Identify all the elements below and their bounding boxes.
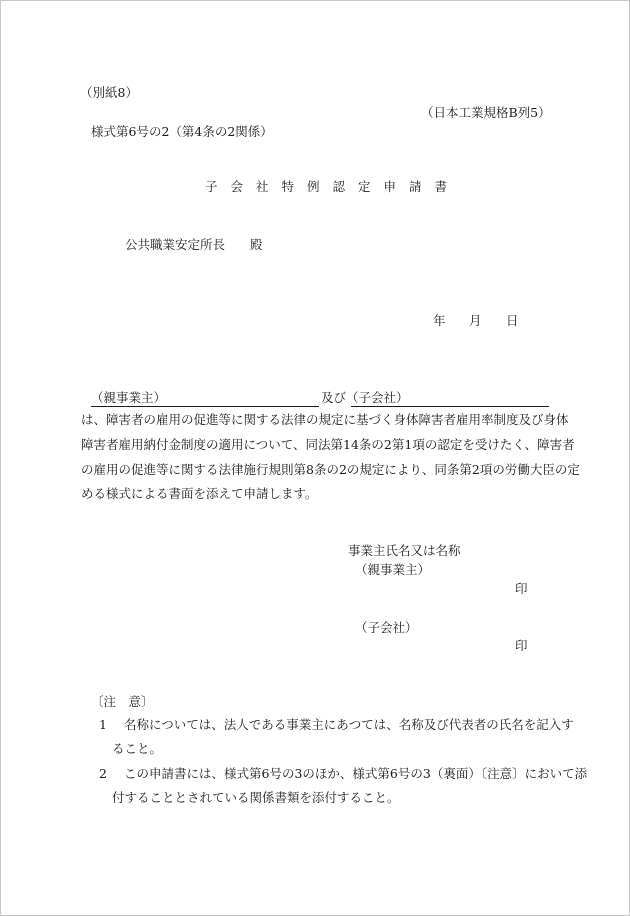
signature-parent-label: （親事業主） xyxy=(355,562,431,577)
parent-employer-label: （親事業主） xyxy=(91,390,167,405)
parent-seal-mark: 印 xyxy=(515,581,528,596)
body-text-line: める様式による書面を添えて申請します。 xyxy=(81,486,318,501)
paper-size-label: （日本工業規格B列5） xyxy=(421,105,551,120)
note-text: 付することとされている関係書類を添付すること。 xyxy=(112,790,400,805)
signature-name-label: 事業主氏名又は名称 xyxy=(348,543,461,558)
body-text-line: 障害者雇用納付金制度の適用について、同法第14条の2第1項の認定を受けたく、障害者 xyxy=(81,437,575,452)
form-number: 様式第6号の2（第4条の2関係） xyxy=(91,124,273,139)
note-text: この申請書には、様式第6号の3のほか、様式第6号の3（裏面）〔注意〕において添 xyxy=(124,766,588,781)
note-number: 1 xyxy=(99,717,107,732)
body-text-line: は、障害者の雇用の促進等に関する法律の規定に基づく身体障害者雇用率制度及び身体 xyxy=(81,412,569,427)
child-company-underline xyxy=(351,406,549,407)
signature-child-label: （子会社） xyxy=(355,620,418,635)
body-text-line: の雇用の促進等に関する法律施行規則第8条の2の規定により、同条第2項の労働大臣の定 xyxy=(81,462,580,477)
notes-heading: 〔注 意〕 xyxy=(91,694,154,709)
document-title: 子会社特例認定申請書 xyxy=(205,179,461,194)
attachment-label: （別紙8） xyxy=(80,85,138,100)
date-day: 日 xyxy=(506,313,519,328)
addressee: 公共職業安定所長 殿 xyxy=(125,237,263,252)
note-text: 名称については、法人である事業主にあつては、名称及び代表者の氏名を記入す xyxy=(124,717,574,732)
note-number: 2 xyxy=(99,766,107,781)
note-text: ること。 xyxy=(112,741,163,756)
date-year: 年 xyxy=(433,313,446,328)
child-seal-mark: 印 xyxy=(515,638,528,653)
child-company-label: 及び（子会社） xyxy=(321,390,409,405)
parent-employer-underline xyxy=(91,406,319,407)
date-month: 月 xyxy=(469,313,482,328)
